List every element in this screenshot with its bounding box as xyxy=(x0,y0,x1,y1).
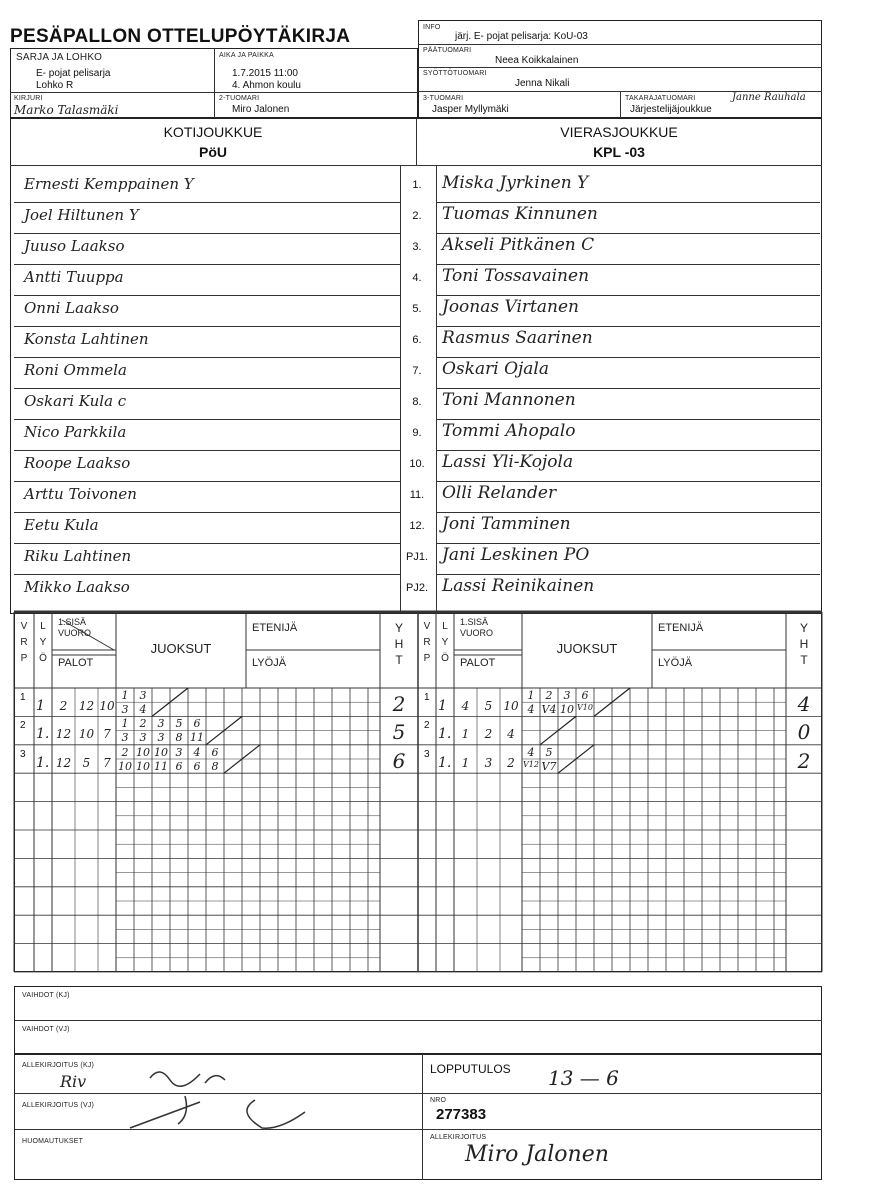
period-palot: 3 xyxy=(484,755,493,770)
period-palot: 12 xyxy=(55,727,72,742)
takaraja-sub: Järjestelijäjoukkue xyxy=(630,104,712,115)
juoksut-header: JUOKSUT xyxy=(556,641,618,656)
palot-header: PALOT xyxy=(460,657,496,669)
period-run-top: 3 xyxy=(563,689,571,702)
period-lyo: 1 xyxy=(438,698,447,714)
lyo-header: Ö xyxy=(39,653,47,664)
period-palot: 2 xyxy=(59,699,68,713)
tuomari3-label: 3-TUOMARI xyxy=(423,95,464,102)
period-run-top: 10 xyxy=(136,745,150,759)
lyo-header: L xyxy=(40,621,46,632)
period-palot: 1 xyxy=(461,727,470,742)
player-number: PJ1. xyxy=(405,551,428,563)
period-palot: 4 xyxy=(507,727,515,742)
home-label: KOTIJOUKKUE xyxy=(163,124,263,140)
away-player-name: Olli Relander xyxy=(442,483,557,503)
period-lyo: 1. xyxy=(438,726,452,743)
vrp-header: R xyxy=(423,637,431,648)
period-run-top: 5 xyxy=(175,717,183,731)
signature-kj: Riv xyxy=(60,1072,87,1091)
allekirjoitus-kj-label: ALLEKIRJOITUS (KJ) xyxy=(22,1062,95,1069)
sisa-header: 1.SISÄ xyxy=(460,617,489,627)
period-run-top: 4 xyxy=(527,745,535,759)
aika-line1: 1.7.2015 11:00 xyxy=(232,68,298,79)
player-number: 7. xyxy=(412,365,422,377)
home-player-name: Arttu Toivonen xyxy=(24,485,137,503)
period-palot: 2 xyxy=(507,755,515,770)
lyoja-header: LYÖJÄ xyxy=(658,657,693,669)
away-player-name: Toni Tossavainen xyxy=(442,266,590,286)
home-player-name: Roope Laakso xyxy=(24,454,131,472)
player-number: 11. xyxy=(409,489,425,501)
away-name: KPL -03 xyxy=(593,144,645,160)
period-run-top: 3 xyxy=(175,745,183,759)
away-player-name: Miska Jyrkinen Y xyxy=(442,173,589,193)
vaihdot-kj-label: VAIHDOT (KJ) xyxy=(22,992,70,999)
period-vrp: 2 xyxy=(20,720,26,732)
period-run-bot: 11 xyxy=(190,731,204,745)
home-player-name: Konsta Lahtinen xyxy=(24,330,149,348)
period-run-bot: 6 xyxy=(175,759,183,773)
away-player-name: Tommi Ahopalo xyxy=(442,421,576,441)
period-vrp: 1 xyxy=(20,692,26,703)
aika-line2: 4. Ahmon koulu xyxy=(232,80,301,91)
period-run-bot: 6 xyxy=(193,759,201,773)
home-player-name: Oskari Kula c xyxy=(24,392,127,410)
period-lyo: 1. xyxy=(36,754,50,771)
vrp-header: V xyxy=(20,621,28,632)
away-player-name: Rasmus Saarinen xyxy=(442,328,593,348)
period-run-bot: 11 xyxy=(154,759,168,773)
period-run-bot: 4 xyxy=(139,703,147,716)
form-title: PESÄPALLON OTTELUPÖYTÄKIRJA xyxy=(10,26,351,47)
period-palot: 7 xyxy=(103,755,111,770)
period-palot: 10 xyxy=(503,699,519,713)
period-vrp: 1 xyxy=(424,692,430,703)
allekirjoitus-label: ALLEKIRJOITUS xyxy=(430,1134,487,1141)
period-run-bot: 3 xyxy=(157,731,165,745)
player-number: 2. xyxy=(412,210,422,222)
tuomari3-value: Jasper Myllymäki xyxy=(432,104,509,115)
period-palot: 5 xyxy=(484,699,493,713)
period-run-top: 6 xyxy=(211,745,219,759)
period-run-bot: 3 xyxy=(121,703,129,716)
period-run-bot: V10 xyxy=(577,703,593,712)
vrp-header: P xyxy=(20,653,28,664)
nro-label: NRO xyxy=(430,1097,447,1104)
lyo-header: Ö xyxy=(441,653,449,664)
lyo-header: L xyxy=(442,621,448,632)
allekirjoitus-value: Miro Jalonen xyxy=(465,1142,609,1167)
period-run-top: 2 xyxy=(139,717,147,731)
away-player-name: Oskari Ojala xyxy=(442,359,549,379)
away-player-name: Joonas Virtanen xyxy=(442,297,579,317)
takaraja-value: Janne Rauhala xyxy=(732,92,806,103)
period-palot: 7 xyxy=(103,727,111,742)
period-run-bot: V12 xyxy=(523,759,539,769)
away-player-name: Lassi Yli-Kojola xyxy=(442,452,574,472)
period-vrp: 3 xyxy=(424,748,430,760)
sisa-header: 1.SISÄ xyxy=(58,617,87,627)
away-player-name: Tuomas Kinnunen xyxy=(442,204,598,224)
player-number: 12. xyxy=(409,520,425,532)
period-run-bot: 8 xyxy=(211,759,219,773)
yht-header: Y xyxy=(394,621,403,635)
yht-header: T xyxy=(800,653,808,667)
away-player-name: Toni Mannonen xyxy=(442,390,576,410)
period-run-top: 2 xyxy=(545,689,553,702)
sarja-line1: E- pojat pelisarja xyxy=(36,68,111,79)
period-run-top: 5 xyxy=(545,745,553,759)
yht-header: Y xyxy=(799,621,808,635)
period-palot: 10 xyxy=(78,727,95,742)
period-vrp: 2 xyxy=(424,720,430,732)
home-player-name: Riku Lahtinen xyxy=(24,547,132,565)
home-player-name: Antti Tuuppa xyxy=(24,268,124,286)
kirjuri-label: KIRJURI xyxy=(14,95,43,102)
period-palot: 10 xyxy=(99,699,115,713)
vrp-header: R xyxy=(20,637,28,648)
period-run-bot: V4 xyxy=(541,703,557,716)
player-number: 6. xyxy=(412,334,422,346)
player-number: 4. xyxy=(412,272,422,284)
period-run-top: 1 xyxy=(121,689,129,702)
syottotuomari-value: Jenna Nikali xyxy=(515,78,570,89)
period-palot: 12 xyxy=(55,755,72,770)
period-run-bot: 8 xyxy=(175,731,183,745)
period-yht: 4 xyxy=(797,692,811,716)
lyo-header: Y xyxy=(39,637,47,648)
home-player-name: Nico Parkkila xyxy=(24,423,127,441)
away-label: VIERASJOUKKUE xyxy=(560,124,678,140)
period-run-top: 4 xyxy=(193,745,201,759)
player-number: 5. xyxy=(412,303,422,315)
period-run-top: 6 xyxy=(193,717,201,731)
huomautukset-label: HUOMAUTUKSET xyxy=(22,1138,84,1145)
period-run-top: 3 xyxy=(139,689,147,702)
sarja-label: SARJA JA LOHKO xyxy=(16,52,103,63)
aika-label: AIKA JA PAIKKA xyxy=(219,52,274,59)
away-player-name: Jani Leskinen PO xyxy=(442,545,590,565)
yht-header: H xyxy=(799,637,809,651)
home-player-name: Ernesti Kemppainen Y xyxy=(24,175,194,193)
yht-header: T xyxy=(395,653,403,667)
home-player-name: Onni Laakso xyxy=(24,299,119,317)
vrp-header: V xyxy=(423,621,431,632)
tuomari2-label: 2-TUOMARI xyxy=(219,95,260,102)
player-number: 3. xyxy=(412,241,422,253)
period-run-bot: 4 xyxy=(527,703,535,716)
sarja-line2: Lohko R xyxy=(36,80,74,91)
vaihdot-vj-label: VAIHDOT (VJ) xyxy=(22,1026,70,1033)
period-run-top: 2 xyxy=(121,745,129,759)
period-yht: 6 xyxy=(392,748,406,773)
juoksut-header: JUOKSUT xyxy=(150,641,212,656)
etenija-header: ETENIJÄ xyxy=(658,622,704,634)
palot-header: PALOT xyxy=(58,657,94,669)
player-number: 9. xyxy=(412,427,422,439)
away-player-name: Lassi Reinikainen xyxy=(442,576,595,596)
lyo-header: Y xyxy=(441,637,449,648)
period-run-top: 1 xyxy=(121,717,129,731)
yht-header: H xyxy=(394,637,404,651)
period-yht: 5 xyxy=(392,720,406,745)
nro-value: 277383 xyxy=(436,1106,487,1123)
period-run-bot: 3 xyxy=(139,731,147,745)
period-yht: 0 xyxy=(797,720,811,745)
period-vrp: 3 xyxy=(20,748,26,760)
allekirjoitus-vj-label: ALLEKIRJOITUS (VJ) xyxy=(22,1102,95,1109)
home-player-name: Juuso Laakso xyxy=(24,237,125,255)
kirjuri-value: Marko Talasmäki xyxy=(14,103,119,117)
syottotuomari-label: SYÖTTÖTUOMARI xyxy=(423,70,487,77)
home-name: PöU xyxy=(199,144,227,160)
vrp-header: P xyxy=(423,653,431,664)
away-player-name: Akseli Pitkänen C xyxy=(442,235,595,255)
paatuomari-value: Neea Koikkalainen xyxy=(495,55,579,66)
period-lyo: 1 xyxy=(36,698,45,714)
period-run-top: 6 xyxy=(581,689,589,702)
home-player-name: Joel Hiltunen Y xyxy=(24,206,139,224)
lyoja-header: LYÖJÄ xyxy=(252,657,287,669)
etenija-header: ETENIJÄ xyxy=(252,622,298,634)
period-palot: 4 xyxy=(461,699,470,713)
period-palot: 1 xyxy=(461,755,470,770)
home-player-name: Mikko Laakso xyxy=(24,578,130,596)
info-label: INFO xyxy=(423,24,441,31)
period-palot: 5 xyxy=(82,755,91,770)
player-number: PJ2. xyxy=(405,582,428,594)
period-yht: 2 xyxy=(392,692,406,716)
period-run-bot: 3 xyxy=(121,731,129,745)
lopputulos-value: 13 — 6 xyxy=(548,1066,619,1090)
period-palot: 2 xyxy=(484,727,493,742)
period-yht: 2 xyxy=(797,748,811,773)
takaraja-label: TAKARAJATUOMARI xyxy=(625,95,696,102)
player-number: 1. xyxy=(412,179,422,191)
info-value: järj. E- pojat pelisarja: KoU-03 xyxy=(455,31,588,42)
vuoro-header: VUORO xyxy=(460,628,494,638)
period-run-bot: 10 xyxy=(118,759,132,773)
tuomari2-value: Miro Jalonen xyxy=(232,104,290,115)
period-run-top: 1 xyxy=(527,689,535,702)
player-number: 8. xyxy=(412,396,422,408)
period-lyo: 1. xyxy=(438,754,452,771)
lopputulos-label: LOPPUTULOS xyxy=(430,1062,511,1076)
paatuomari-label: PÄÄTUOMARI xyxy=(423,47,472,54)
period-run-top: 3 xyxy=(157,717,165,731)
period-run-bot: 10 xyxy=(560,703,574,716)
period-run-bot: V7 xyxy=(541,759,557,773)
vuoro-header: VUORO xyxy=(58,628,92,638)
home-player-name: Roni Ommela xyxy=(24,361,127,379)
period-run-top: 10 xyxy=(154,745,168,759)
period-run-bot: 10 xyxy=(136,759,150,773)
period-lyo: 1. xyxy=(36,726,50,743)
player-number: 10. xyxy=(409,458,425,470)
away-player-name: Joni Tamminen xyxy=(442,514,571,534)
period-palot: 12 xyxy=(78,699,95,713)
home-player-name: Eetu Kula xyxy=(24,516,99,534)
